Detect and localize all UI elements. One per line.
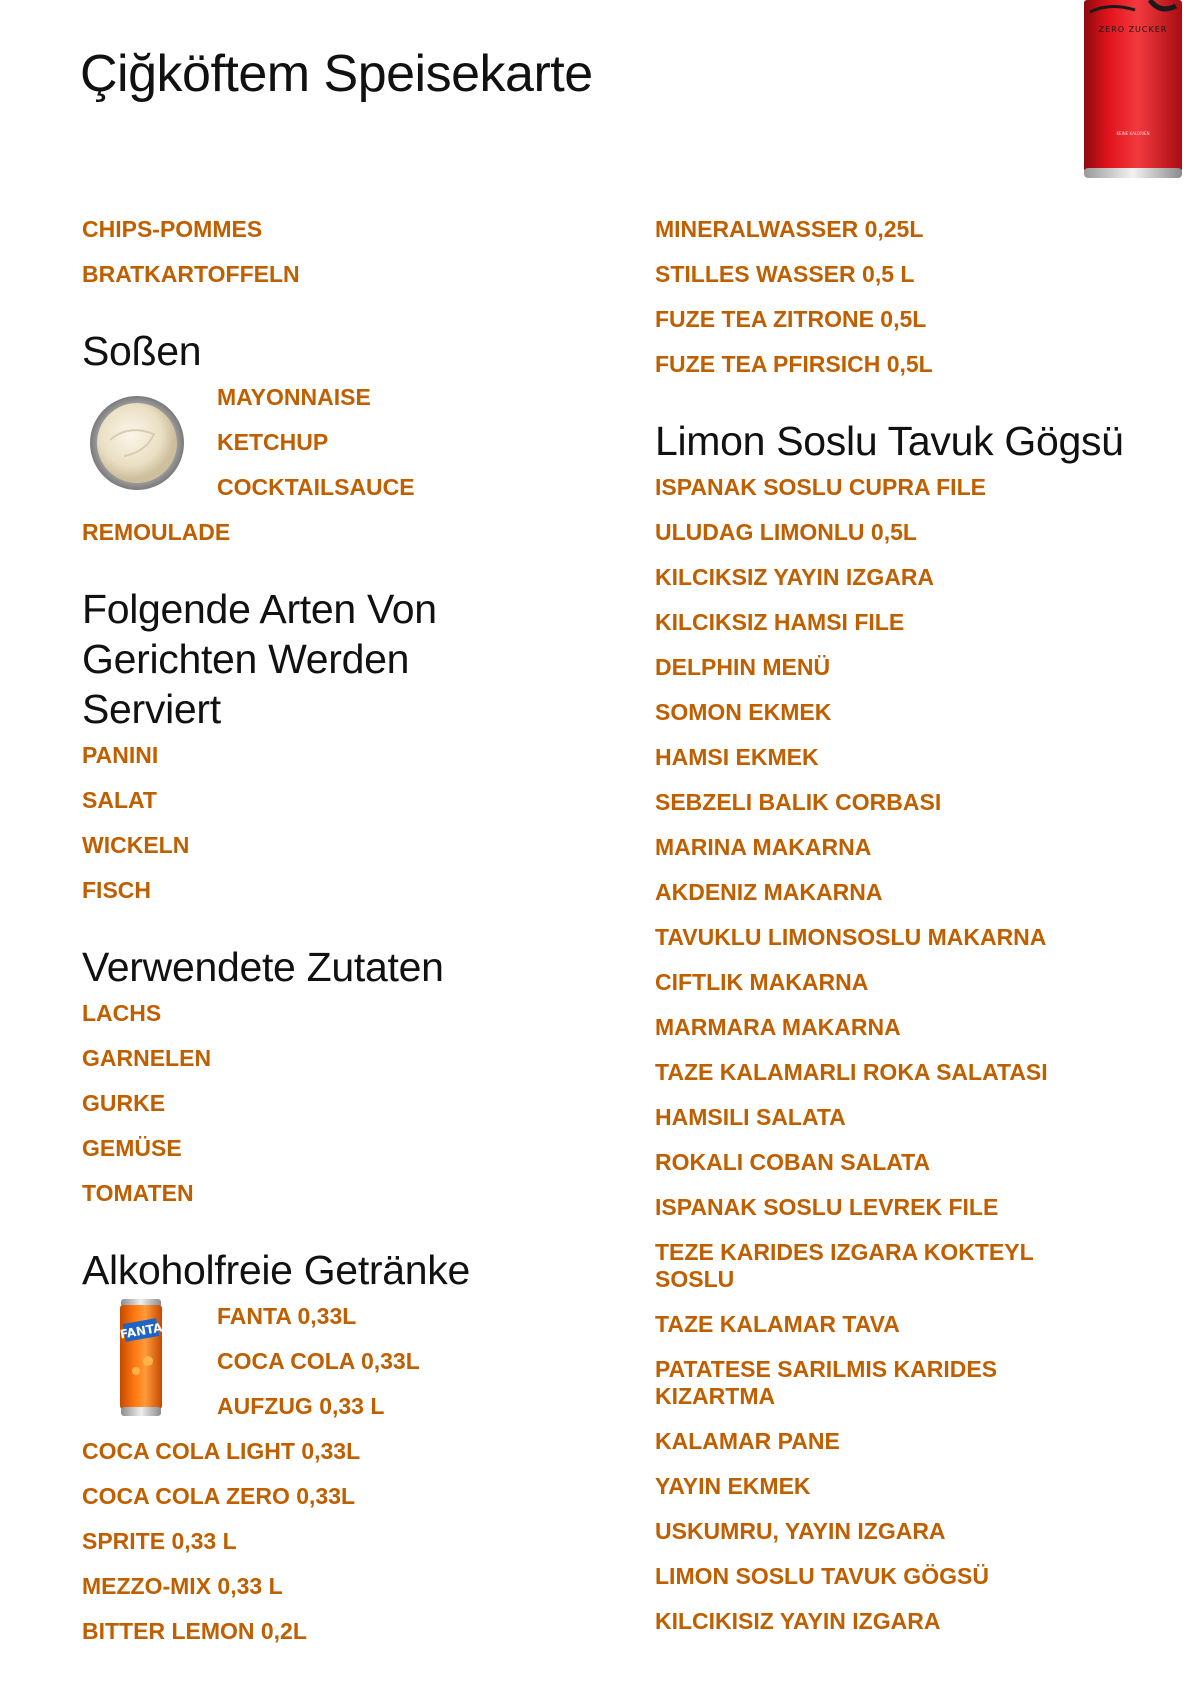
fanta-can-icon	[118, 1299, 164, 1422]
mayonnaise-bowl-icon	[88, 394, 186, 497]
menu-item[interactable]: CIFTLIK MAKARNA	[655, 969, 869, 995]
menu-item[interactable]: MARMARA MAKARNA	[655, 1014, 901, 1040]
menu-item-coca-cola-zero[interactable]: COCA COLA ZERO 0,33L	[82, 1483, 356, 1509]
menu-item[interactable]: KALAMAR PANE	[655, 1428, 840, 1454]
menu-item-garnelen[interactable]: GARNELEN	[82, 1045, 212, 1071]
menu-item[interactable]: TAZE KALAMAR TAVA	[655, 1311, 900, 1337]
svg-text:KEINE KALORIEN: KEINE KALORIEN	[1116, 131, 1150, 136]
menu-item[interactable]: LIMON SOSLU TAVUK GÖGSÜ	[655, 1563, 989, 1589]
section-heading-ingredients: Verwendete Zutaten	[82, 944, 444, 990]
menu-item[interactable]: MARINA MAKARNA	[655, 834, 872, 860]
section-heading-drinks: Alkoholfreie Getränke	[82, 1247, 470, 1293]
menu-item-cocktailsauce[interactable]: COCKTAILSAUCE	[217, 474, 415, 500]
drinks-image-group	[82, 1303, 602, 1438]
menu-item-mayonnaise[interactable]: MAYONNAISE	[217, 384, 371, 410]
sauces-image-group	[82, 384, 602, 519]
menu-item[interactable]: ROKALI COBAN SALATA	[655, 1149, 931, 1175]
menu-item-ketchup[interactable]: KETCHUP	[217, 429, 329, 455]
menu-item[interactable]: ULUDAG LIMONLU 0,5L	[655, 519, 917, 545]
menu-item[interactable]: YAYIN EKMEK	[655, 1473, 811, 1499]
menu-item-mineralwasser[interactable]: MINERALWASSER 0,25L	[655, 216, 924, 242]
menu-item-panini[interactable]: PANINI	[82, 742, 159, 768]
menu-item[interactable]: DELPHIN MENÜ	[655, 654, 831, 680]
menu-item-fisch[interactable]: FISCH	[82, 877, 151, 903]
menu-item-lachs[interactable]: LACHS	[82, 1000, 162, 1026]
page-title: Çiğköftem Speisekarte	[80, 45, 593, 103]
menu-item[interactable]: KILCIKISIZ YAYIN IZGARA	[655, 1608, 941, 1634]
section-heading-sauces: Soßen	[82, 328, 202, 374]
section-heading-dishes: Folgende Arten Von Gerichten Werden Serviert	[82, 586, 437, 732]
svg-text:FANTA: FANTA	[118, 1320, 164, 1342]
right-column	[655, 216, 1155, 1653]
svg-text:ZERO ZUCKER: ZERO ZUCKER	[1098, 25, 1168, 34]
menu-item-mezzo-mix[interactable]: MEZZO-MIX 0,33 L	[82, 1573, 283, 1599]
menu-item[interactable]: KILCIKSIZ YAYIN IZGARA	[655, 564, 935, 590]
menu-item[interactable]: TAVUKLU LIMONSOSLU MAKARNA	[655, 924, 1047, 950]
left-column	[82, 216, 602, 1663]
menu-item-fuze-tea-pfirsich[interactable]: FUZE TEA PFIRSICH 0,5L	[655, 351, 933, 377]
menu-item-gemuese[interactable]: GEMÜSE	[82, 1135, 182, 1161]
section-heading-chicken: Limon Soslu Tavuk Gögsü	[655, 418, 1124, 464]
menu-item-remoulade[interactable]: REMOULADE	[82, 519, 231, 545]
menu-item-tomaten[interactable]: TOMATEN	[82, 1180, 194, 1206]
coca-cola-zero-can-icon	[1080, 0, 1189, 186]
menu-item[interactable]: KILCIKSIZ HAMSI FILE	[655, 609, 905, 635]
menu-item-coca-cola-light[interactable]: COCA COLA LIGHT 0,33L	[82, 1438, 361, 1464]
menu-item[interactable]: ISPANAK SOSLU CUPRA FILE	[655, 474, 986, 500]
menu-item[interactable]: AKDENIZ MAKARNA	[655, 879, 883, 905]
menu-item[interactable]: TEZE KARIDES IZGARA KOKTEYL SOSLU	[655, 1239, 1034, 1292]
menu-item[interactable]: HAMSILI SALATA	[655, 1104, 846, 1130]
menu-item[interactable]: ISPANAK SOSLU LEVREK FILE	[655, 1194, 999, 1220]
menu-item-bratkartoffeln[interactable]: BRATKARTOFFELN	[82, 261, 300, 287]
menu-item-fuze-tea-zitrone[interactable]: FUZE TEA ZITRONE 0,5L	[655, 306, 927, 332]
menu-item-sprite[interactable]: SPRITE 0,33 L	[82, 1528, 237, 1554]
menu-item-fanta[interactable]: FANTA 0,33L	[217, 1303, 357, 1329]
menu-item-salat[interactable]: SALAT	[82, 787, 157, 813]
menu-item-wickeln[interactable]: WICKELN	[82, 832, 190, 858]
menu-item-chips-pommes[interactable]: CHIPS-POMMES	[82, 216, 263, 242]
menu-item-gurke[interactable]: GURKE	[82, 1090, 166, 1116]
menu-item[interactable]: SEBZELI BALIK CORBASI	[655, 789, 942, 815]
menu-item-stilles-wasser[interactable]: STILLES WASSER 0,5 L	[655, 261, 915, 287]
menu-item-coca-cola[interactable]: COCA COLA 0,33L	[217, 1348, 420, 1374]
menu-item-bitter-lemon[interactable]: BITTER LEMON 0,2L	[82, 1618, 307, 1644]
menu-item[interactable]: USKUMRU, YAYIN IZGARA	[655, 1518, 946, 1544]
menu-item[interactable]: PATATESE SARILMIS KARIDES KIZARTMA	[655, 1356, 998, 1409]
menu-item[interactable]: SOMON EKMEK	[655, 699, 832, 725]
menu-item-aufzug[interactable]: AUFZUG 0,33 L	[217, 1393, 385, 1419]
menu-item[interactable]: HAMSI EKMEK	[655, 744, 819, 770]
menu-item[interactable]: TAZE KALAMARLI ROKA SALATASI	[655, 1059, 1048, 1085]
